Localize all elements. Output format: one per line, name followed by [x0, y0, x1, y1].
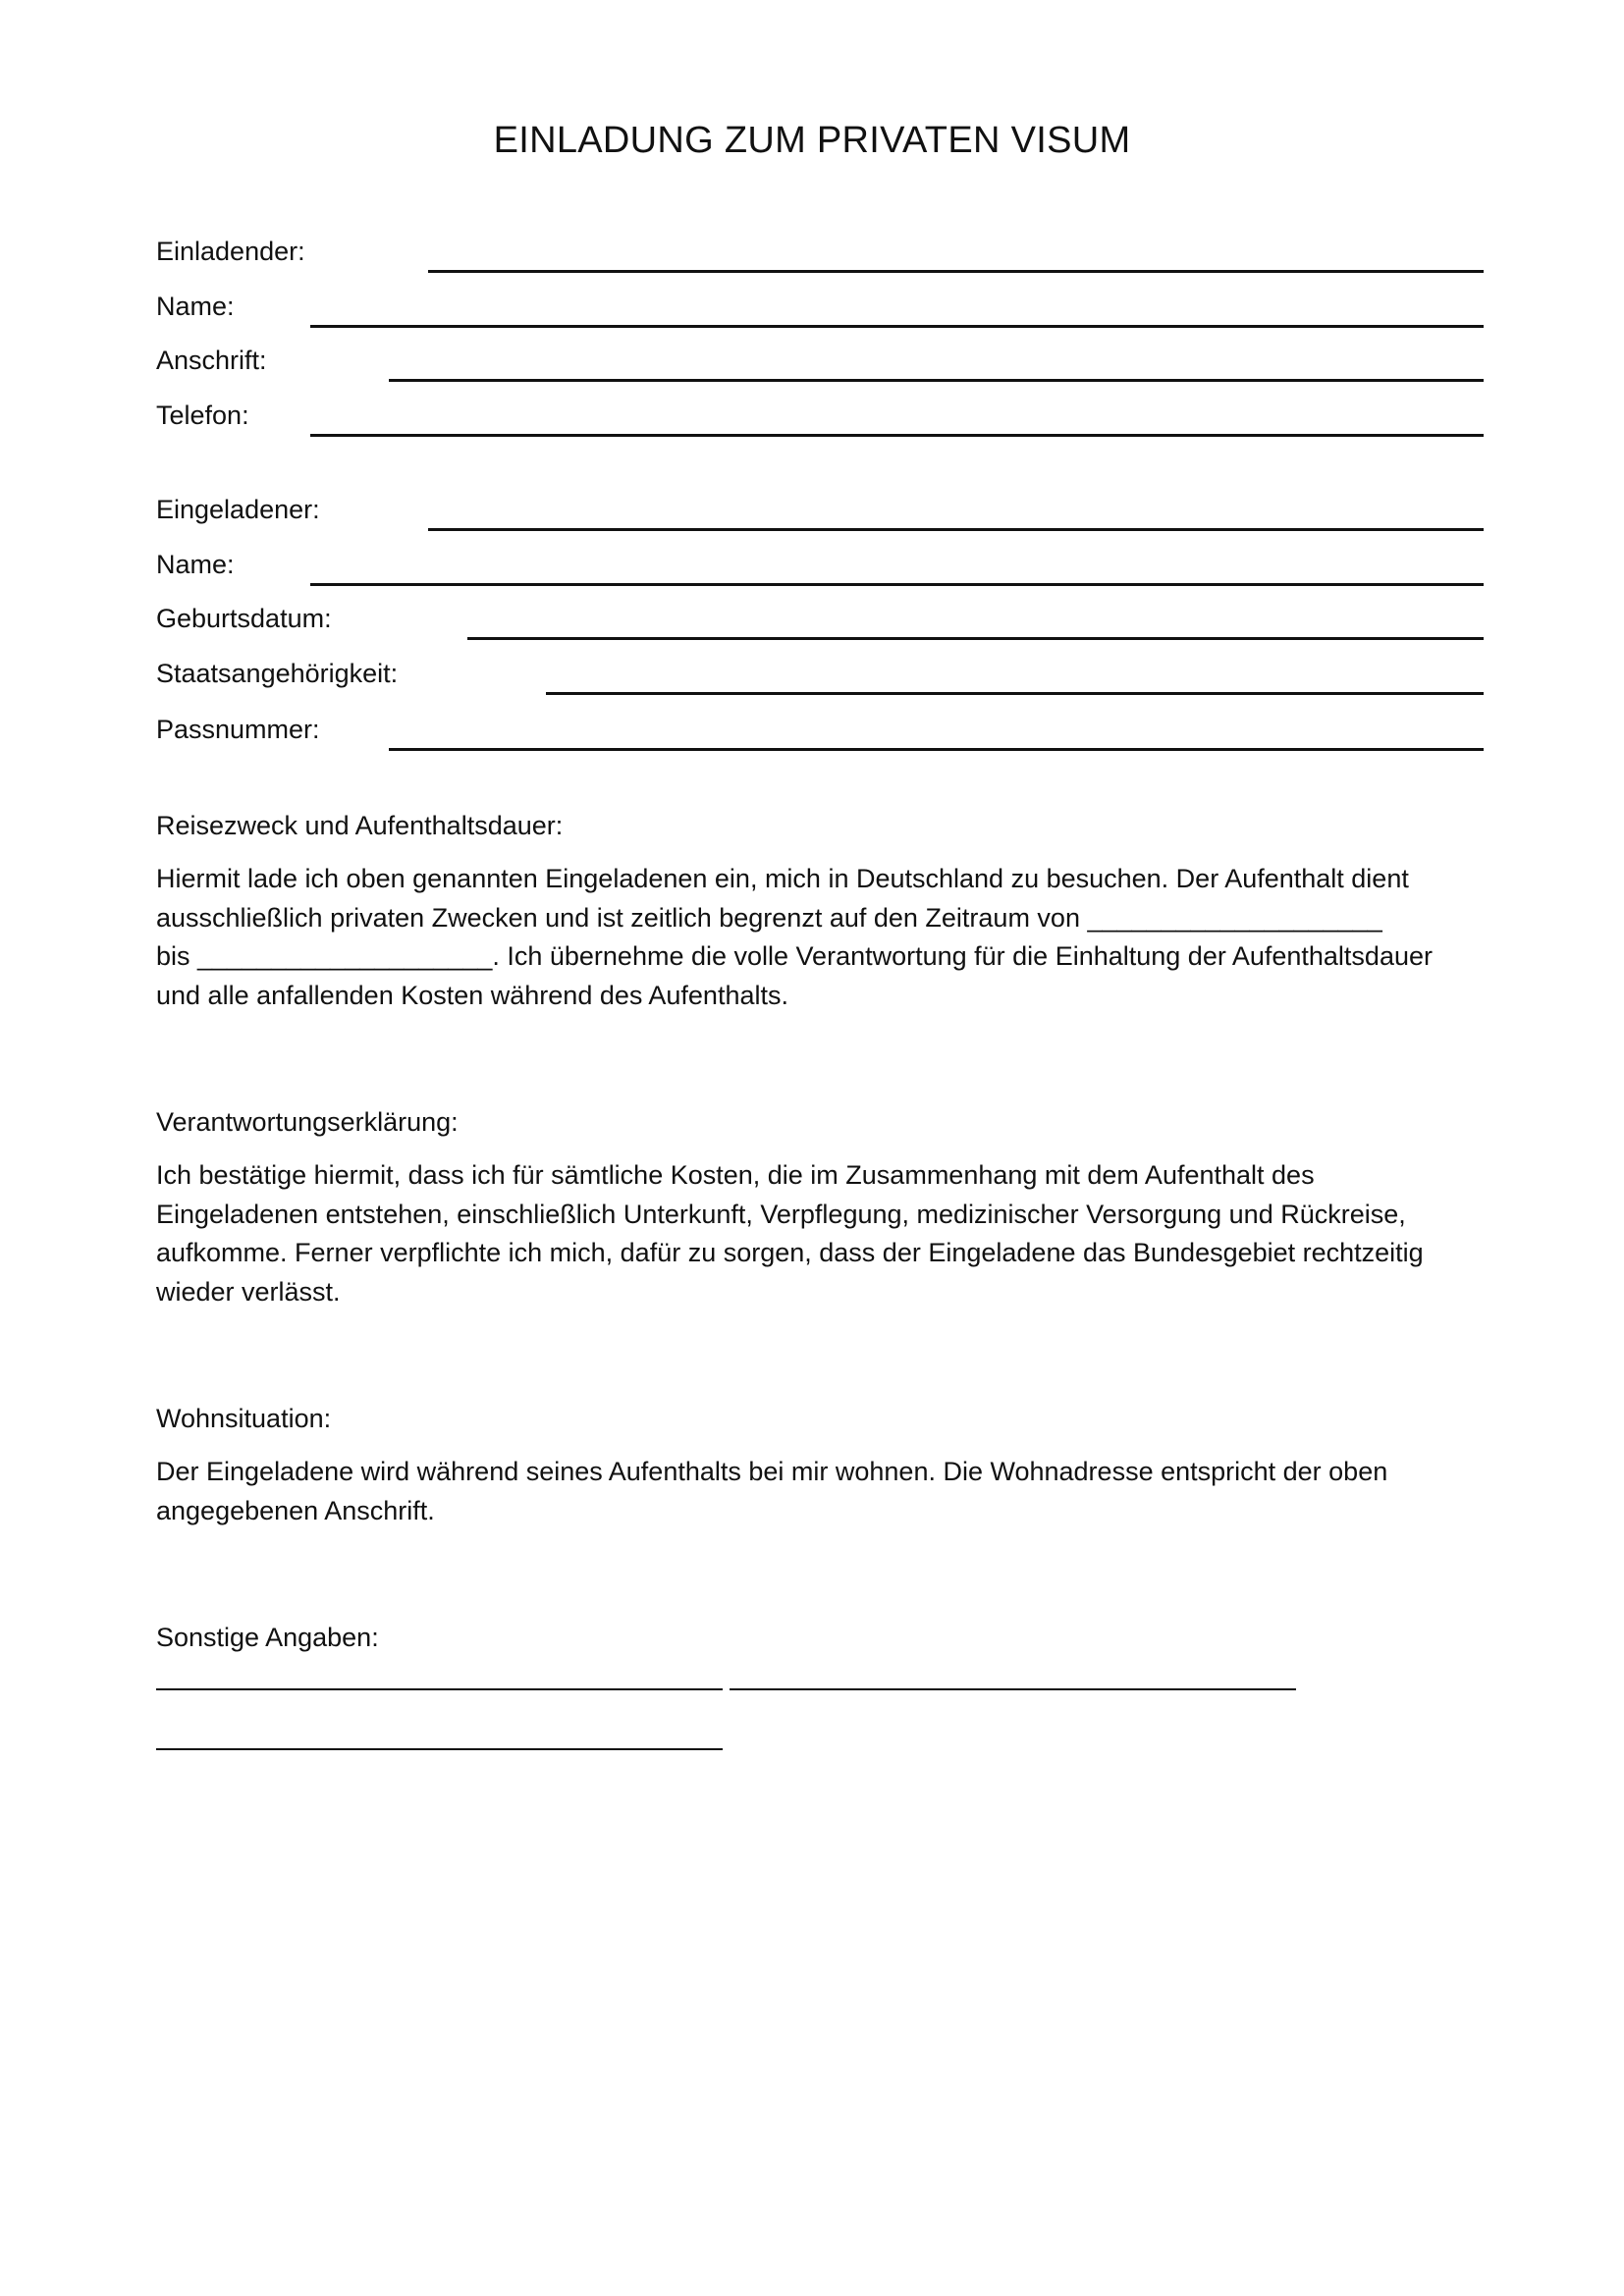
- guest-passport-field: [156, 712, 1484, 751]
- other-heading: Sonstige Angaben:: [156, 1623, 379, 1652]
- purpose-body: [156, 860, 1482, 1015]
- guest-nationality-field: [156, 656, 1484, 695]
- purpose-section: [156, 807, 1482, 1015]
- purpose-blank-from[interactable]: ____________________: [1087, 902, 1382, 933]
- housing-body: Der Eingeladene wird während seines Aufenthalts bei mir wohnen. Die Wohnadresse entspricht der oben angegebenen Anschrift.: [156, 1457, 1388, 1525]
- responsibility-body: Ich bestätige hiermit, dass ich für sämtliche Kosten, die im Zusammenhang mit dem Aufenthalt des Eingeladenen entstehen, einschließlich Unterkunft, Verpflegung, medizinischer Versorgung und Rückreise, aufkomme. Ferner verpflichte ich mich, dafür zu sorgen, dass der Eingeladene das Bundesgebiet rechtzeitig wieder verlässt.: [156, 1160, 1424, 1307]
- guest-nationality-label: Staatsangehörigkeit:: [156, 659, 399, 688]
- guest-birthdate-label: Geburtsdatum:: [156, 604, 332, 633]
- guest-heading-line[interactable]: [428, 528, 1484, 531]
- host-heading-line[interactable]: [428, 270, 1484, 273]
- document-title: EINLADUNG ZUM PRIVATEN VISUM: [493, 120, 1131, 161]
- host-name-line[interactable]: [310, 325, 1484, 328]
- guest-heading-field: [156, 492, 1484, 531]
- purpose-blank-to[interactable]: ____________________: [197, 941, 493, 971]
- host-phone-line[interactable]: [310, 434, 1484, 437]
- host-phone-label: Telefon:: [156, 400, 249, 430]
- responsibility-heading: Verantwortungserklärung:: [156, 1107, 459, 1137]
- guest-name-label: Name:: [156, 550, 235, 579]
- purpose-body-text-1: Hiermit lade ich oben genannten Eingeladenen ein, mich in Deutschland zu besuchen. Der Aufenthalt dient ausschließlich privaten Zwecken und ist zeitlich begrenzt auf den Zeitraum von: [156, 864, 1409, 933]
- housing-section: [156, 1400, 1482, 1530]
- other-blank-line-3[interactable]: [156, 1748, 723, 1750]
- guest-name-line[interactable]: [310, 583, 1484, 586]
- purpose-connector: bis: [156, 941, 190, 971]
- guest-passport-line[interactable]: [389, 748, 1484, 751]
- guest-birthdate-field: [156, 601, 1484, 640]
- responsibility-section: [156, 1103, 1482, 1311]
- guest-birthdate-line[interactable]: [467, 637, 1484, 640]
- host-phone-field: [156, 398, 1484, 437]
- guest-nationality-line[interactable]: [546, 692, 1484, 695]
- purpose-heading: Reisezweck und Aufenthaltsdauer:: [156, 811, 564, 840]
- housing-heading: Wohnsituation:: [156, 1404, 332, 1433]
- host-heading-label: Einladender:: [156, 237, 305, 266]
- host-address-line[interactable]: [389, 379, 1484, 382]
- host-address-field: [156, 343, 1484, 382]
- other-section: [156, 1619, 1482, 1672]
- guest-name-field: [156, 547, 1484, 586]
- host-name-label: Name:: [156, 292, 235, 321]
- host-address-label: Anschrift:: [156, 346, 267, 375]
- host-name-field: [156, 289, 1484, 328]
- guest-heading-label: Eingeladener:: [156, 495, 320, 524]
- guest-passport-label: Passnummer:: [156, 715, 320, 744]
- other-blank-line-2[interactable]: [730, 1688, 1296, 1690]
- host-heading-field: [156, 234, 1484, 273]
- other-blank-line-1[interactable]: [156, 1688, 723, 1690]
- purpose-body-text-2: . Ich übernehme die volle Verantwortung für die Einhaltung der Aufenthaltsdauer und alle anfallenden Kosten während des Aufenthalts.: [156, 941, 1433, 1010]
